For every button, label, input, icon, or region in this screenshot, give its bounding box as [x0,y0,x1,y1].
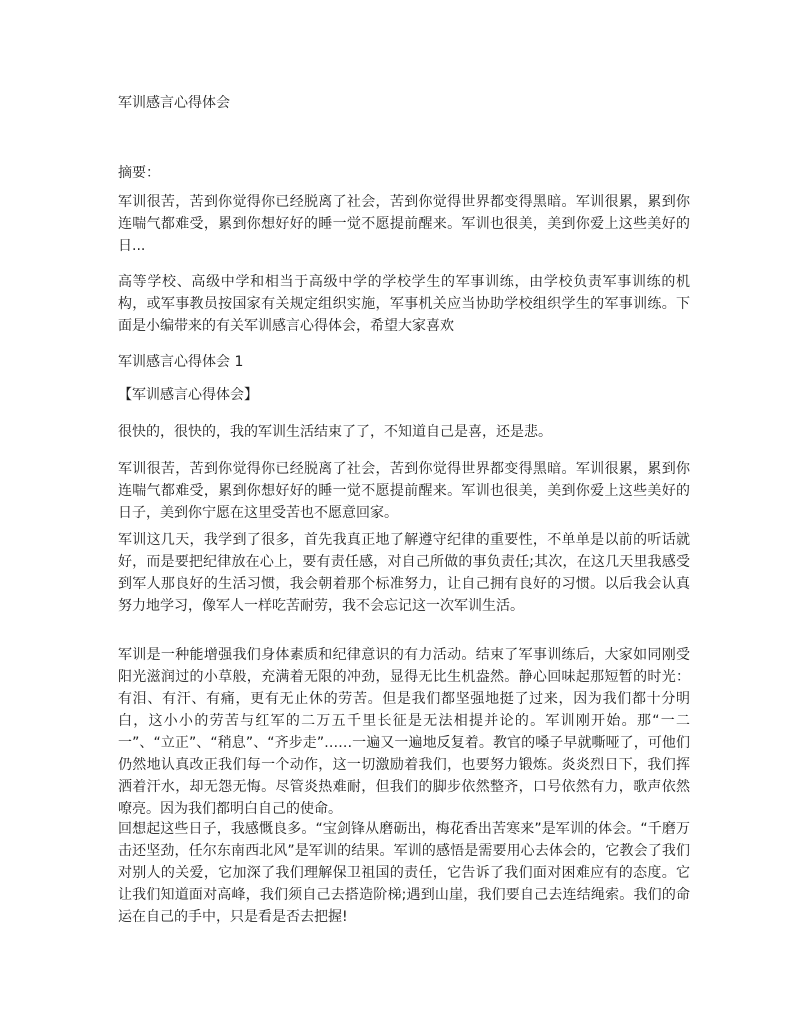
body-paragraph-3: 军训这几天，我学到了很多，首先我真正地了解遵守纪律的重要性，不单单是以前的听话就好，而是要把纪律放在心上，要有责任感，对自己所做的事负责任;其次，在这几天里我感受到军人那良好的生活习惯，我会朝着那个标准努力，让自己拥有良好的习惯。以后我会认真努力地学习，像军人一样吃苦耐劳，我不会忘记这一次军训生活。 [118,532,690,614]
body-paragraph-2: 军训很苦，苦到你觉得你已经脱离了社会，苦到你觉得世界都变得黑暗。军训很累，累到你连喘气都难受，累到你想好好的睡一觉不愿提前醒来。军训也很美，美到你爱上这些美好的日子，美到你宁愿在这里受苦也不愿意回家。 [118,461,690,521]
body-paragraph-4: 军训是一种能增强我们身体素质和纪律意识的有力活动。结束了军事训练后，大家如同刚受阳光滋润过的小草般，充满着无限的冲劲，显得无比生机盎然。静心回味起那短暂的时光：有泪、有汗、有痛，更有无止休的劳苦。但是我们都坚强地挺了过来，因为我们都十分明白，这小小的劳苦与红军的二万五千里长征是无法相提并论的。军训刚开始。那“一二一”、“立正”、“稍息”、“齐步走”……一遍又一遍地反复着。教官的嗓子早就嘶哑了，可他们仍然地认真改正我们每一个动作，这一切激励着我们，也要努力锻炼。炎炎烈日下，我们挥洒着汗水，却无怨无悔。尽管炎热难耐，但我们的脚步依然整齐，口号依然有力，歌声依然嘹亮。因为我们都明白自己的使命。 [118,647,690,817]
body-paragraph-5: 回想起这些日子，我感慨良多。“宝剑锋从磨砺出，梅花香出苦寒来”是军训的体会。“千磨万击还坚劲，任尔东南西北风”是军训的结果。军训的感悟是需要用心去体会的，它教会了我们对别人的关爱，它加深了我们理解保卫祖国的责任，它告诉了我们面对困难应有的态度。它让我们知道面对高峰，我们须自己去搭造阶梯;遇到山崖，我们要自己去连结绳索。我们的命运在自己的手中，只是看是否去把握! [118,821,690,925]
abstract-label: 摘要： [118,165,160,181]
bracket-heading: 【军训感言心得体会】 [118,387,258,403]
document-title: 军训感言心得体会 [118,95,230,111]
intro-paragraph: 高等学校、高级中学和相当于高级中学的学校学生的军事训练，由学校负责军事训练的机构，或军事教员按国家有关规定组织实施，军事机关应当协助学校组织学生的军事训练。下面是小编带来的有关军训感言心得体会，希望大家喜欢 [118,274,690,334]
section-heading: 军训感言心得体会 1 [118,354,244,370]
abstract-text: 军训很苦，苦到你觉得你已经脱离了社会，苦到你觉得世界都变得黑暗。军训很累，累到你连喘气都难受，累到你想好好的睡一觉不愿提前醒来。军训也很美，美到你爱上这些美好的日... [118,194,690,254]
body-paragraph-1: 很快的，很快的，我的军训生活结束了了，不知道自己是喜，还是悲。 [118,424,552,440]
